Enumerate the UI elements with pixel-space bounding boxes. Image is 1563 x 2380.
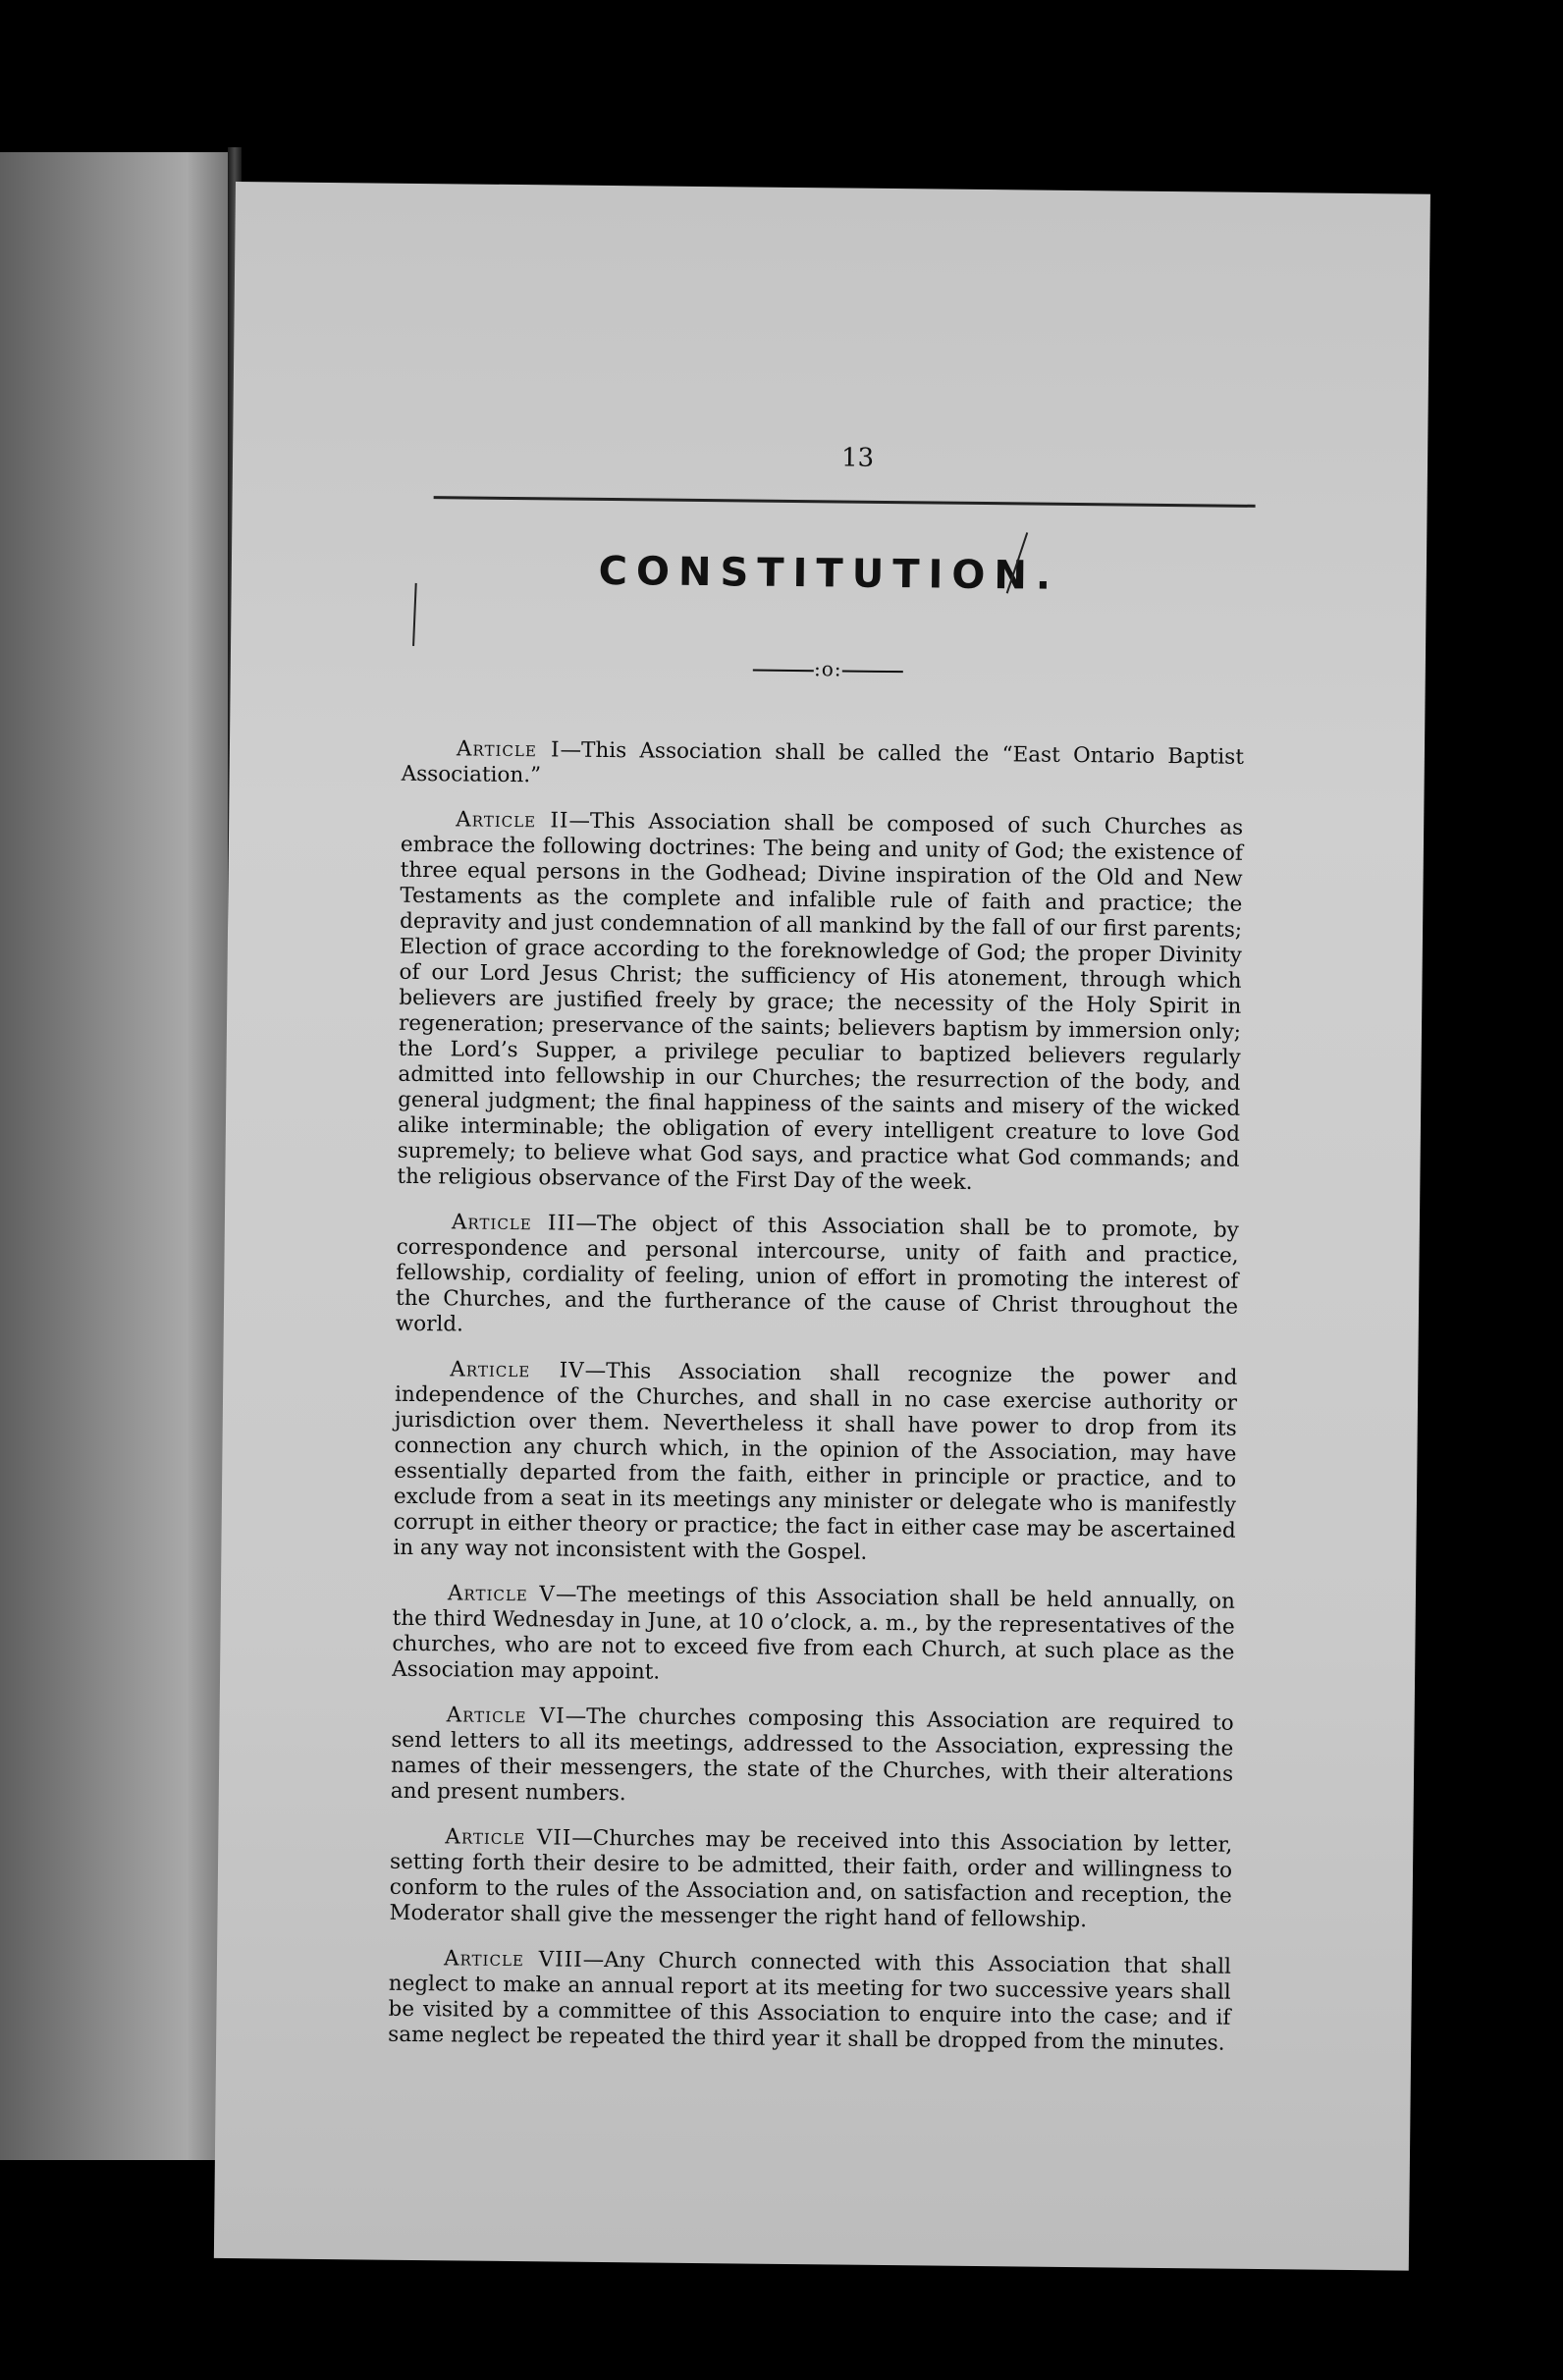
facing-page-edge	[0, 152, 234, 2160]
article-text: —Churches may be received into this Association by letter, setting forth their desire to be admitted, their faith, order and willingness to conform to the rules of the Association and, on satisfaction and reception, the Moderator shall give the messenger the right hand of fellowship.	[389, 1825, 1233, 1933]
header-rule	[434, 496, 1256, 508]
article-4	[393, 1357, 1237, 1570]
article-5	[392, 1581, 1235, 1692]
pencil-slash-mark	[997, 528, 1038, 597]
page-number: 13	[840, 443, 875, 473]
article-3	[396, 1210, 1239, 1346]
article-label: Article VI	[446, 1703, 566, 1729]
article-text: —This Association shall recognize the power and independence of the Churches, and shall in no case exercise authority or jurisdiction over them. Nevertheless it shall have power to drop from its connection any church which, in the opinion of the Association, may have essentially departed from the faith, either in principle or practice, and to exclude from a seat in its meetings any minister or delegate who is manifestly corrupt in either theory or practice; the fact in either case may be ascertained in any way not inconsistent with the Gospel.	[393, 1358, 1238, 1565]
article-label: Article II	[456, 807, 569, 834]
article-text: —The meetings of this Association shall be held annually, on the third Wednesday in June, at 10 o’clock, a. m., by the representatives of the churches, who are not to exceed five from each Church, at such place as the Association may appoint.	[392, 1582, 1236, 1685]
article-label: Article IV	[450, 1357, 585, 1383]
article-label: Article VII	[445, 1824, 572, 1851]
article-text: —This Association shall be composed of such Churches as embrace the following doctrines: The being and unity of God; the existence of three equal persons in the Godhead; Divine inspiration of the Old and New Testaments as the complete and infalible rule of faith and practice; the depravity and just condemnation of all mankind by the fall of our first parents; Election of grace according to the foreknowledge of God; the proper Divinity of our Lord Jesus Christ; the sufficiency of His atonement, through which believers are justified freely by grace; the necessity of the Holy Spirit in regeneration; preservance of the saints; believers baptism by immersion only; the Lord’s Supper, a privilege peculiar to baptized believers regularly admitted into fellowship in our Churches; the resurrection of the body, and general judgment; the final happiness of the saints and misery of the wicked alike interminable; the obligation of every intelligent creature to love God supremely; to believe what God says, and practice what God commands; and the religious observance of the First Day of the week.	[397, 808, 1244, 1195]
article-text: —The object of this Association shall be to promote, by correspondence and personal intercourse, unity of faith and practice, fellowship, cordiality of feeling, union of effort in promoting the interest of the Churches, and the furtherance of the cause of Christ throughout the world.	[395, 1211, 1239, 1337]
pencil-bracket-mark	[405, 581, 426, 650]
article-8	[388, 1946, 1231, 2057]
article-label: Article V	[447, 1581, 557, 1607]
separator-mark: :o:	[813, 657, 842, 681]
article-2	[397, 807, 1243, 1199]
article-text: —This Association shall be called the “East Ontario Baptist Association.”	[401, 737, 1245, 788]
article-text: —The churches composing this Association are required to send letters to all its meetings, addressed to the Association, expressing the names of their messengers, the state of the Churches, with their alterations and present numbers.	[390, 1704, 1234, 1807]
article-7	[389, 1824, 1232, 1935]
article-6	[391, 1703, 1234, 1813]
article-label: Article VIII	[443, 1946, 583, 1973]
document-page	[214, 182, 1430, 2271]
article-label: Article III	[451, 1210, 576, 1236]
title-separator	[231, 651, 1426, 687]
article-label: Article I	[456, 736, 561, 763]
constitution-articles	[388, 736, 1244, 2077]
article-1	[402, 736, 1244, 796]
page-title: CONSTITUTION.	[598, 548, 1060, 599]
article-text: —Any Church connected with this Association that shall neglect to make an annual report at its meeting for two successive years shall be visited by a committee of this Association to enquire into the case; and if same neglect be repeated the third year it shall be dropped from the minutes.	[388, 1947, 1232, 2056]
